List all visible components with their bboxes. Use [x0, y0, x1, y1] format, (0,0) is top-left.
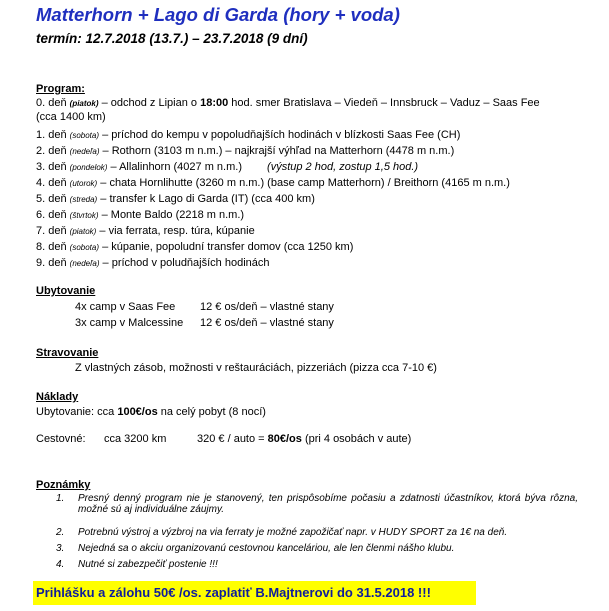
ubytovanie-place-1: 4x camp v Saas Fee: [75, 301, 176, 313]
program-day-0-cont: (cca 1400 km): [36, 111, 106, 123]
day-weekday: (štvrtok): [69, 211, 99, 220]
program-day-2: [36, 145, 454, 157]
day-text: – transfer k Lago di Garda (IT) (cca 400 km): [97, 193, 315, 205]
day-weekday: (sobota): [69, 243, 100, 252]
trip-dates: termín: 12.7.2018 (13.7.) – 23.7.2018 (9 dní): [36, 31, 308, 46]
note-item-3: [58, 543, 578, 554]
day-weekday: (piatok): [69, 227, 97, 236]
day-number: 0. deň: [36, 97, 67, 109]
cost-label: Ubytovanie: cca: [36, 406, 118, 418]
cost-note: na celý pobyt (8 nocí): [157, 406, 266, 418]
cost-note: (pri 4 osobách v aute): [301, 433, 412, 445]
cestovne-distance: cca 3200 km: [104, 433, 167, 445]
note-text: Presný denný program nie je stanovený, ten prispôsobíme počasiu a zdatnosti účastníkov, ktorá býva rôzna, možné sú aj individuálne záujmy.: [78, 493, 578, 515]
program-day-5: [36, 193, 315, 205]
note-number: 4.: [56, 559, 65, 570]
program-day-8: [36, 241, 353, 253]
day-weekday: (streda): [69, 195, 98, 204]
day-text: – príchod do kempu v popoludňajších hodinách v blízkosti Saas Fee (CH): [99, 129, 461, 141]
day-number: 5. deň: [36, 193, 67, 205]
note-number: 2.: [56, 527, 65, 538]
day-weekday: (nedeľa): [69, 147, 100, 156]
program-day-3: [36, 161, 418, 173]
day-number: 9. deň: [36, 257, 67, 269]
note-item-1: [58, 493, 578, 515]
note-item-4: [58, 559, 578, 570]
program-day-7: [36, 225, 255, 237]
program-day-9: [36, 257, 270, 269]
day-text: – Rothorn (3103 m n.m.) – najkrajší výhľad na Matterhorn (4478 m n.m.): [99, 145, 455, 157]
program-day-4: [36, 177, 510, 189]
day-weekday: (sobota): [69, 131, 100, 140]
day-text: – kúpanie, popoludní transfer domov (cca 1250 km): [99, 241, 354, 253]
day-weekday: (pondelok): [69, 163, 108, 172]
note-text: Nutné si zabezpečiť postenie !!!: [78, 559, 218, 570]
day-number: 8. deň: [36, 241, 67, 253]
day-text: – Monte Baldo (2218 m n.m.): [98, 209, 245, 221]
day-weekday: (utorok): [69, 179, 98, 188]
ubytovanie-price-2: 12 € os/deň – vlastné stany: [200, 317, 334, 329]
cestovne-cost: [197, 433, 411, 445]
note-text: Nejedná sa o akciu organizovanú cestovnou kanceláriou, ale len členmi nášho klubu.: [78, 543, 455, 554]
day-text: – odchod z Lipian o: [98, 97, 201, 109]
day-text: – chata Hornlihutte (3260 m n.m.) (base camp Matterhorn) / Breithorn (4165 m n.m.): [97, 177, 510, 189]
ubytovanie-price-1: 12 € os/deň – vlastné stany: [200, 301, 334, 313]
day-number: 2. deň: [36, 145, 67, 157]
cost-value: 100€/os: [117, 406, 158, 418]
naklady-ubytovanie: [36, 406, 266, 418]
day-number: 6. deň: [36, 209, 67, 221]
day-text: – Allalinhorn (4027 m n.m.): [107, 161, 242, 173]
day-number: 7. deň: [36, 225, 67, 237]
day-number: 3. deň: [36, 161, 67, 173]
stravovanie-text: Z vlastných zásob, možnosti v reštauráciách, pizzeriách (pizza cca 7-10 €): [75, 362, 437, 374]
day-text: – via ferrata, resp. túra, kúpanie: [96, 225, 255, 237]
note-text: Potrebnú výstroj a výzbroj na via ferraty je možné zapožičať napr. v HUDY SPORT za 1€ na deň.: [78, 527, 508, 538]
program-day-0: [36, 97, 540, 109]
note-number: 1.: [56, 493, 65, 504]
day-route: hod. smer Bratislava – Viedeň – Innsbruck – Vaduz – Saas Fee: [228, 97, 540, 109]
cestovne-label: Cestovné:: [36, 433, 86, 445]
stravovanie-heading: Stravovanie: [36, 347, 99, 359]
day-number: 1. deň: [36, 129, 67, 141]
naklady-heading: Náklady: [36, 391, 79, 403]
poznamky-heading: Poznámky: [36, 479, 91, 491]
cost-value: 80€/os: [267, 433, 302, 445]
ubytovanie-place-2: 3x camp v Malcessine: [75, 317, 184, 329]
note-item-2: [58, 527, 578, 538]
cost-label: 320 € / auto =: [197, 433, 268, 445]
registration-banner: Prihlášku a zálohu 50€ /os. zaplatiť B.Majtnerovi do 31.5.2018 !!!: [33, 581, 476, 605]
day-weekday: (nedeľa): [69, 259, 100, 268]
program-heading: Program:: [36, 83, 85, 95]
program-day-6: [36, 209, 244, 221]
program-day-1: [36, 129, 460, 141]
day-text: – príchod v poludňajších hodinách: [99, 257, 270, 269]
ubytovanie-heading: Ubytovanie: [36, 285, 96, 297]
day-number: 4. deň: [36, 177, 67, 189]
day-weekday: (piatok): [69, 99, 99, 108]
day-note: (výstup 2 hod, zostup 1,5 hod.): [267, 161, 419, 173]
document-title: Matterhorn + Lago di Garda (hory + voda): [36, 4, 400, 25]
departure-time: 18:00: [200, 97, 229, 109]
note-number: 3.: [56, 543, 65, 554]
